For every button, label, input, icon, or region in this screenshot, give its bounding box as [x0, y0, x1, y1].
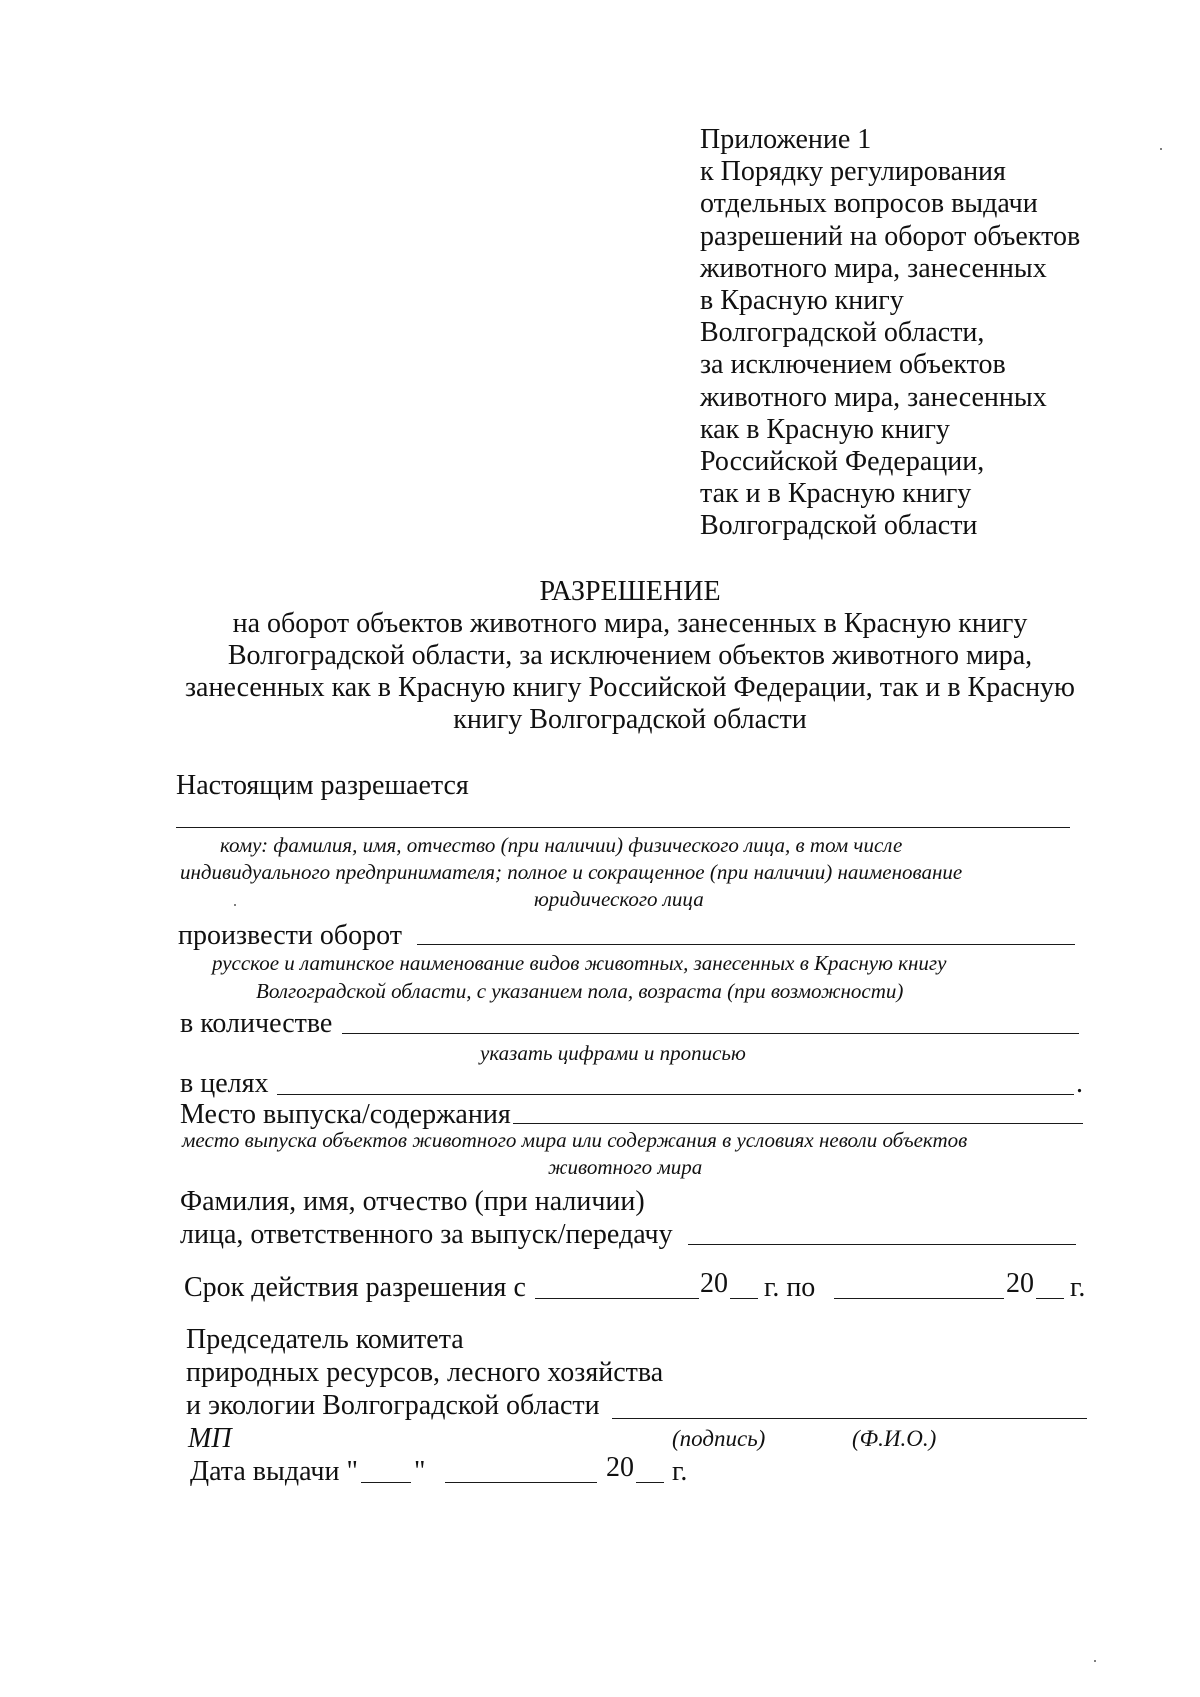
- appendix-line: в Красную книгу: [700, 285, 904, 317]
- quantity-field[interactable]: [342, 1033, 1079, 1034]
- appendix-line: как в Красную книгу: [700, 413, 950, 445]
- permit-intro: Настоящим разрешается: [176, 770, 469, 801]
- place-note: животного мира: [548, 1155, 703, 1179]
- species-note: Волгоградской области, с указанием пола, возраста (при возможности): [256, 979, 904, 1003]
- appendix-line: к Порядку регулирования: [700, 156, 1006, 188]
- signature-note: (подпись): [672, 1426, 766, 1451]
- chairman-title: природных ресурсов, лесного хозяйства: [186, 1357, 664, 1388]
- validity-to-label: г. по: [764, 1272, 816, 1303]
- issue-date-quote: ": [414, 1456, 426, 1487]
- validity-to-year-prefix: 20: [1006, 1268, 1034, 1299]
- issue-day-field[interactable]: [361, 1482, 411, 1483]
- validity-label: Срок действия разрешения с: [184, 1272, 526, 1303]
- place-label: Место выпуска/содержания: [180, 1099, 511, 1130]
- responsible-label: лица, ответственного за выпуск/передачу: [180, 1219, 673, 1250]
- chairman-title: Председатель комитета: [186, 1324, 464, 1355]
- issue-year-prefix: 20: [606, 1452, 634, 1483]
- issue-month-field[interactable]: [445, 1482, 597, 1483]
- validity-year-suffix: г.: [1070, 1272, 1086, 1303]
- appendix-block: [700, 124, 1080, 543]
- validity-from-year-field[interactable]: [730, 1298, 758, 1299]
- scan-speck: [1160, 148, 1162, 150]
- purpose-label: в целях: [180, 1068, 269, 1099]
- appendix-line: Волгоградской области,: [700, 317, 985, 349]
- appendix-line: так и в Красную книгу: [700, 478, 972, 510]
- scan-speck: [1094, 1660, 1096, 1662]
- issue-year-field[interactable]: [636, 1482, 664, 1483]
- title-subtitle-line: на оборот объектов животного мира, занесенных в Красную книгу: [232, 608, 1028, 639]
- appendix-line: животного мира, занесенных: [700, 252, 1047, 284]
- appendix-line: Российской Федерации,: [700, 446, 985, 478]
- validity-from-date-field[interactable]: [535, 1298, 699, 1299]
- purpose-field[interactable]: [277, 1094, 1074, 1095]
- place-note: место выпуска объектов животного мира или содержания в условиях неволи объектов: [182, 1128, 968, 1152]
- title-subtitle-line: занесенных как в Красную книгу Российской Федерации, так и в Красную: [185, 672, 1075, 703]
- title-subtitle-line: Волгоградской области, за исключением объектов животного мира,: [227, 640, 1033, 671]
- recipient-note: индивидуального предпринимателя; полное и сокращенное (при наличии) наименование: [180, 860, 963, 884]
- appendix-line: разрешений на оборот объектов: [700, 220, 1081, 252]
- document-title: [0, 576, 1200, 736]
- name-note: (Ф.И.О.): [852, 1426, 937, 1451]
- responsible-field[interactable]: [688, 1244, 1076, 1245]
- appendix-line: за исключением объектов: [700, 349, 1006, 381]
- validity-to-date-field[interactable]: [834, 1298, 1004, 1299]
- recipient-note: юридического лица: [534, 887, 704, 911]
- title-heading: РАЗРЕШЕНИЕ: [539, 576, 721, 607]
- turnover-label: произвести оборот: [178, 920, 402, 951]
- chairman-title: и экологии Волгоградской области: [186, 1390, 600, 1421]
- signature-field[interactable]: [612, 1418, 1087, 1419]
- quantity-label: в количестве: [180, 1008, 333, 1039]
- recipient-note: кому: фамилия, имя, отчество (при наличии) физического лица, в том числе: [220, 833, 903, 857]
- appendix-line: животного мира, занесенных: [700, 381, 1047, 413]
- place-field[interactable]: [513, 1123, 1083, 1124]
- issue-date-label: Дата выдачи ": [190, 1456, 358, 1487]
- validity-to-year-field[interactable]: [1036, 1298, 1064, 1299]
- validity-from-year-prefix: 20: [700, 1268, 728, 1299]
- purpose-end: .: [1076, 1068, 1083, 1099]
- title-subtitle-line: книгу Волгоградской области: [453, 704, 807, 735]
- seal-label: МП: [188, 1423, 232, 1454]
- appendix-line: отдельных вопросов выдачи: [700, 188, 1038, 220]
- appendix-line: Приложение 1: [700, 124, 872, 155]
- turnover-field[interactable]: [417, 944, 1075, 945]
- quantity-note: указать цифрами и прописью: [480, 1041, 746, 1065]
- species-note: русское и латинское наименование видов животных, занесенных в Красную книгу: [212, 951, 947, 975]
- appendix-line: Волгоградской области: [700, 510, 978, 542]
- scan-speck: [234, 904, 236, 906]
- recipient-field[interactable]: [176, 827, 1070, 828]
- responsible-label: Фамилия, имя, отчество (при наличии): [180, 1186, 645, 1217]
- issue-year-suffix: г.: [672, 1456, 688, 1487]
